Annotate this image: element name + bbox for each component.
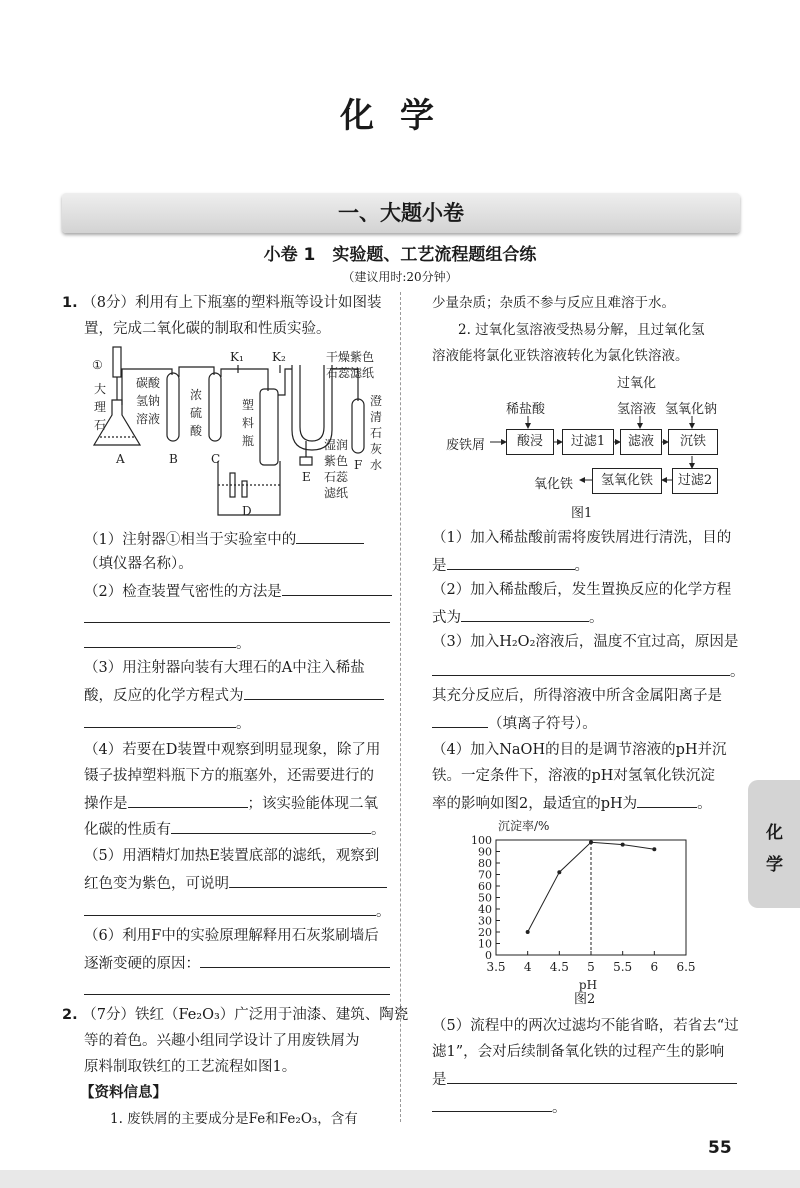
q1-text-1: （8分）利用有上下瓶塞的塑料瓶等设计如图装 [82, 295, 382, 311]
label-lime-1: 澄 [370, 394, 383, 408]
q1-sub4-blank-1[interactable] [128, 792, 248, 808]
q2-number: 2. [62, 1007, 78, 1023]
exam-subtitle: 小卷 1 实验题、工艺流程题组合练 [263, 245, 537, 265]
flow-box-precipitate: 沉铁 [668, 429, 718, 455]
q1-sub5-line3: 。 [84, 900, 391, 922]
flow-box-feoh3: 氢氧化铁 [592, 468, 662, 494]
q2-sub3-blank-1[interactable] [432, 660, 730, 676]
label-k2: K₂ [272, 350, 286, 364]
chart-xtick-label: 5.5 [613, 960, 633, 974]
q1-sub3-text: 酸，反应的化学方程式为 [84, 688, 244, 704]
q1-line1 [62, 293, 381, 313]
q2-sub5-text: 是 [432, 1072, 447, 1088]
label-syringe: ① [92, 358, 103, 372]
tube-b [167, 373, 179, 441]
q2-sub1-blank[interactable] [447, 554, 575, 570]
section-banner: 一、大题小卷 [62, 193, 740, 233]
q2-sub4-blank[interactable] [637, 792, 697, 808]
q1-sub4-line2: 镊子拔掉塑料瓶下方的瓶塞外，还需要进行的 [84, 768, 374, 784]
chart-xtick-label: 5 [587, 960, 595, 974]
q2-info1: 1. 废铁屑的主要成分是Fe和Fe₂O₃，含有 [110, 1111, 358, 1127]
q1-sub4-line4: 化碳的性质有 。 [84, 818, 386, 840]
q2-sub4-line2: 铁。一定条件下，溶液的pH对氢氧化铁沉淀 [432, 768, 715, 784]
label-f: F [354, 458, 363, 472]
label-a-content-2: 理 [94, 400, 107, 414]
q1-sub3-blank-1[interactable] [244, 684, 384, 700]
flow-label-h2o2-1: 过氧化 [617, 376, 657, 391]
label-b-content-1: 碳酸 [136, 376, 161, 390]
chart-xtick-label: 4.5 [549, 960, 569, 974]
q1-sub4-line1: （4）若要在D装置中观察到明显现象，除了用 [84, 742, 381, 758]
label-dry-paper-2: 石蕊滤纸 [326, 366, 375, 380]
q1-sub3-blank-2[interactable] [84, 712, 236, 728]
q1-sub6-line2 [84, 952, 390, 974]
flow-box-filter1: 过滤1 [562, 429, 614, 455]
q2-sub2-text: 式为 [432, 610, 461, 626]
q1-sub1-line1 [84, 528, 364, 550]
label-c-content-3: 酸 [190, 424, 203, 438]
flow-box-filtrate: 滤液 [620, 429, 662, 455]
side-tab-char-2: 学 [766, 855, 783, 875]
q2-sub5-blank-1[interactable] [447, 1068, 737, 1084]
label-wet-paper-2: 紫色 [324, 454, 349, 468]
q2-info-title: 【资料信息】 [80, 1085, 167, 1101]
chart-data-point [526, 930, 530, 934]
tube-c [209, 373, 221, 441]
chart-data-point [652, 847, 656, 851]
q2-text-3: 原料制取铁红的工艺流程如图1。 [84, 1059, 297, 1075]
q1-text-2: 置，完成二氧化碳的制取和性质实验。 [84, 321, 331, 337]
q2-sub3-text: （填离子符号）。 [488, 716, 597, 732]
q2-text-1: （7分）铁红（Fe₂O₃）广泛用于油漆、建筑、陶瓷 [82, 1007, 409, 1023]
label-wet-paper-4: 滤纸 [324, 486, 349, 500]
label-d: D [242, 504, 252, 518]
q2-sub4-text: 率的影响如图2，最适宜的pH为 [432, 796, 638, 812]
label-a: A [116, 452, 125, 466]
figure1-caption: 图1 [571, 506, 593, 521]
flow-start: 废铁屑 [446, 438, 486, 453]
label-b-content-2: 氢钠 [136, 394, 161, 408]
q2-sub3-line1: （3）加入H₂O₂溶液后，温度不宜过高，原因是 [432, 634, 739, 650]
flow-end: 氧化铁 [534, 477, 574, 492]
q1-sub5-line1: （5）用酒精灯加热E装置底部的滤纸，观察到 [84, 848, 380, 864]
q2-sub5-line1: （5）流程中的两次过滤均不能省略，若省去“过 [432, 1018, 739, 1034]
label-bottle-3: 瓶 [242, 434, 255, 448]
label-c: C [211, 452, 221, 466]
q2-sub1-line2: 是 。 [432, 554, 589, 576]
q1-sub1-text: （1）注射器①相当于实验室中的 [84, 532, 297, 548]
q1-sub4-line3 [84, 792, 378, 814]
q1-sub6-line1: （6）利用F中的实验原理解释用石灰浆刷墙后 [84, 928, 379, 944]
label-c-content-2: 硫 [190, 406, 203, 420]
label-e: E [302, 470, 311, 484]
chart-xtick-label: 6 [650, 960, 659, 974]
q2-sub3-line3: 其充分反应后，所得溶液中所含金属阳离子是 [432, 688, 722, 704]
label-lime-4: 灰 [370, 442, 383, 456]
chart-ytick-label: 40 [478, 903, 492, 916]
time-hint: （建议用时:20分钟） [342, 270, 458, 284]
page-title: 化学 [340, 96, 460, 136]
q2-sub5-line2: 滤1”，会对后续制备氧化铁的过程产生的影响 [432, 1044, 725, 1060]
chart-ytick-label: 20 [478, 926, 492, 939]
flow-label-hcl: 稀盐酸 [506, 402, 546, 417]
q2-sub3-blank-2[interactable] [432, 712, 488, 728]
page-number: 55 [708, 1138, 732, 1158]
q2-sub2-line1: （2）加入稀盐酸后，发生置换反应的化学方程 [432, 582, 732, 598]
syringe [113, 347, 121, 377]
q1-sub5-line2 [84, 872, 387, 894]
label-lime-2: 清 [370, 410, 383, 424]
q2-sub2-line2: 式为 。 [432, 606, 604, 628]
q2-sub2-blank[interactable] [461, 606, 589, 622]
q2-info2-line2: 溶液能将氯化亚铁溶液转化为氯化铁溶液。 [432, 348, 689, 364]
chart-data-point [589, 840, 593, 844]
chart-xtick-label: 4 [523, 960, 532, 974]
q1-sub4-text-b: ；该实验能体现二氧 [247, 796, 378, 812]
label-lime-3: 石 [370, 426, 383, 440]
chart-xlabel: pH [578, 978, 598, 992]
subject-side-tab [748, 780, 800, 908]
q2-sub4-line1: （4）加入NaOH的目的是调节溶液的pH并沉 [432, 742, 727, 758]
chart-xtick-label: 3.5 [486, 960, 506, 974]
chart-ytick-label: 60 [478, 880, 492, 893]
figure2-caption: 图2 [574, 992, 596, 1007]
apparatus-diagram [80, 345, 400, 523]
chart-ytick-label: 0 [485, 949, 492, 962]
chart-xtick-label: 6.5 [676, 960, 696, 974]
plastic-bottle [260, 389, 278, 465]
flow-label-naoh: 氢氧化钠 [665, 402, 718, 417]
column-divider [400, 292, 401, 1122]
label-k1: K₁ [230, 350, 244, 364]
q1-sub1-blank[interactable] [296, 528, 364, 544]
q1-sub2-blank-3[interactable] [84, 632, 236, 648]
q1-sub3-line1: （3）用注射器向装有大理石的A中注入稀盐 [84, 660, 365, 676]
q1-sub2-line3: 。 [84, 632, 251, 654]
q2-line1 [62, 1005, 408, 1025]
flow-box-acid-leach: 酸浸 [506, 429, 554, 455]
label-a-content-1: 大 [94, 382, 107, 396]
flow-box-filter2: 过滤2 [672, 468, 718, 494]
q2-sub5-line3 [432, 1068, 737, 1090]
q1-sub3-line2 [84, 684, 384, 706]
label-b-content-3: 溶液 [136, 412, 161, 426]
q2-sub1-line1: （1）加入稀盐酸前需将废铁屑进行清洗，目的 [432, 530, 732, 546]
chart-ytick-label: 90 [478, 845, 492, 859]
label-c-content-1: 浓 [190, 388, 203, 402]
q1-sub2-blank-2[interactable] [84, 622, 390, 623]
label-a-content-3: 石 [94, 418, 107, 432]
chart-ytick-label: 30 [478, 914, 492, 928]
q1-sub4-text-c: 化碳的性质有 [84, 822, 171, 838]
chart-ytick-label: 70 [478, 868, 492, 882]
q1-sub2-blank-1[interactable] [282, 580, 392, 596]
label-bottle-2: 料 [242, 416, 255, 430]
q1-number: 1. [62, 295, 78, 311]
q2-sub5-blank-2[interactable] [432, 1096, 552, 1112]
chart-ytick-label: 100 [471, 834, 492, 847]
label-b: B [169, 452, 178, 466]
chart-ytick-label: 80 [478, 857, 492, 870]
chart-ytick-label: 10 [478, 937, 492, 951]
q1-sub6-blank-1[interactable] [200, 952, 390, 968]
label-wet-paper-3: 石蕊 [324, 470, 349, 484]
q1-sub6-blank-2[interactable] [84, 994, 390, 995]
q1-sub5-text: 红色变为紫色，可说明 [84, 876, 229, 892]
q1-sub2-line1 [84, 580, 392, 602]
q1-sub1-line2: （填仪器名称）。 [84, 556, 193, 572]
chart-data-point [621, 843, 625, 847]
label-wet-paper-1: 湿润 [324, 438, 349, 452]
q1-sub4-text-a: 操作是 [84, 796, 128, 812]
label-lime-5: 水 [370, 458, 383, 472]
label-bottle-1: 塑 [242, 398, 255, 412]
side-tab-char-1: 化 [766, 823, 783, 843]
q2-sub3-line4 [432, 712, 597, 734]
chart-ytick-label: 50 [478, 891, 492, 905]
q2-info1-cont: 少量杂质；杂质不参与反应且难溶于水。 [432, 295, 675, 311]
flow-label-h2o2-2: 氢溶液 [617, 402, 657, 417]
chart-data-point [557, 870, 561, 874]
q2-sub3-line2: 。 [432, 660, 745, 682]
q1-sub4-blank-2[interactable] [171, 818, 371, 834]
page-footer-band [0, 1170, 800, 1188]
q1-sub6-text: 逐渐变硬的原因： [84, 956, 200, 972]
q1-sub5-blank-1[interactable] [229, 872, 387, 888]
q2-text-2: 等的着色。兴趣小组同学设计了用废铁屑为 [84, 1033, 360, 1049]
tube-f [352, 399, 364, 453]
q2-sub1-text: 是 [432, 558, 447, 574]
chart-ylabel: 沉淀率/% [498, 819, 550, 833]
label-dry-paper-1: 干燥紫色 [326, 350, 375, 364]
q1-sub3-line3: 。 [84, 712, 251, 734]
q2-sub5-line4: 。 [432, 1096, 567, 1118]
q1-sub2-text: （2）检查装置气密性的方法是 [84, 584, 282, 600]
q2-info2-line1: 2. 过氧化氢溶液受热易分解，且过氧化氢 [458, 322, 705, 338]
q2-sub4-line3: 率的影响如图2，最适宜的pH为 。 [432, 792, 712, 814]
q1-sub5-blank-2[interactable] [84, 900, 376, 916]
precipitation-rate-chart [450, 815, 710, 1005]
